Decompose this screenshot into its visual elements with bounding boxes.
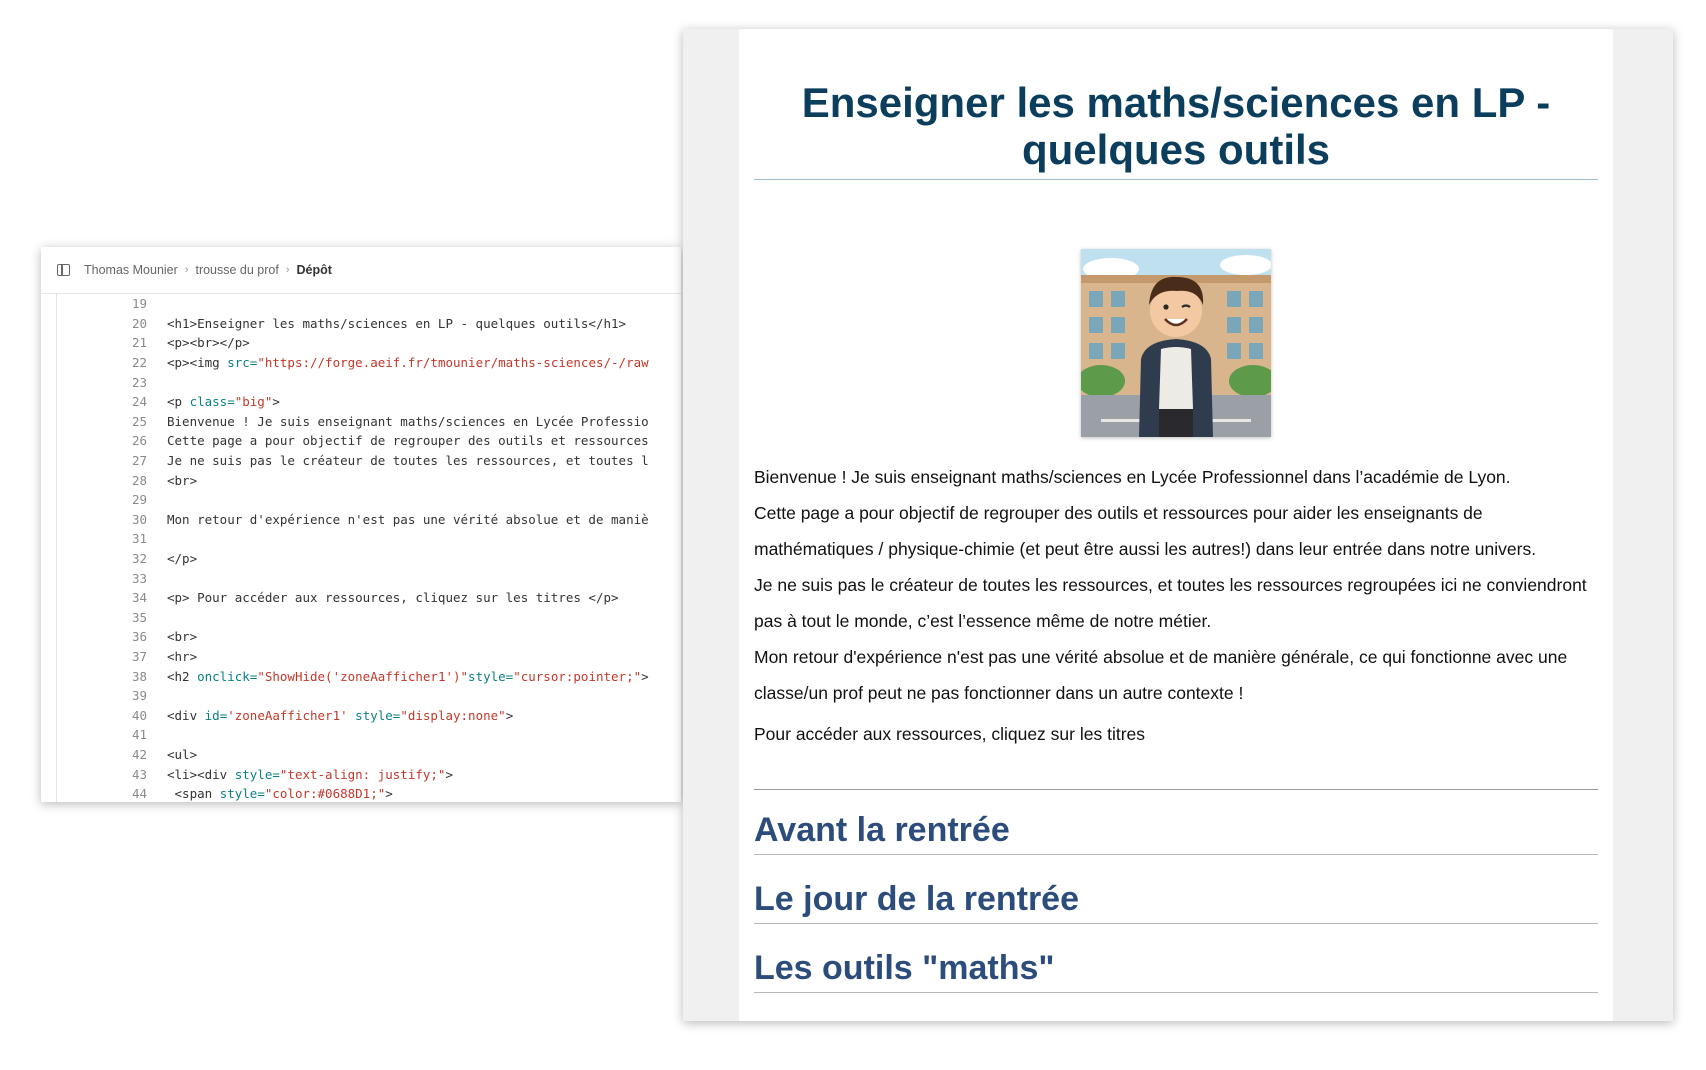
code-line[interactable] [41,412,681,432]
code-line[interactable] [41,745,681,765]
line-number[interactable]: 21 [131,335,147,351]
code-line[interactable] [41,549,681,569]
code-text [167,335,250,350]
code-token: "big" [234,394,273,410]
code-token: <p><img [167,355,228,371]
chevron-right-icon: › [184,264,189,276]
code-token: > [385,786,393,802]
code-token: style= [219,786,265,802]
code-line[interactable] [41,686,681,706]
code-token: "https://forge.aeif.fr/tmounier/maths-sciences/-/raw [257,355,649,371]
code-token: <br> [167,629,198,645]
line-number[interactable]: 31 [131,531,147,547]
code-token: style= [234,766,280,782]
intro-line-1: Bienvenue ! Je suis enseignant maths/sciences en Lycée Professionnel dans l’académie de Lyon. [754,467,1511,487]
code-view[interactable] [41,294,681,802]
line-number[interactable]: 42 [131,746,147,762]
line-number[interactable]: 22 [131,355,147,371]
code-text [167,669,649,684]
code-token: class= [189,394,235,410]
teacher-avatar-icon [1081,249,1271,437]
line-number[interactable]: 40 [131,707,147,723]
line-number[interactable]: 33 [131,570,147,586]
section-heading-jour-de-la-rentree[interactable]: Le jour de la rentrée [754,877,1598,924]
code-token: <h2 [167,668,198,684]
code-token: > [641,668,649,684]
code-token: "text-align: justify;" [279,766,446,782]
code-token: 'zoneAafficher1' [227,707,348,723]
code-token: </p> [167,551,198,567]
code-line[interactable] [41,705,681,725]
code-token: src= [227,355,258,371]
code-token: "color:#0688D1;" [264,786,386,802]
code-token: <p> Pour accéder aux ressources, cliquez sur les titres </p> [167,590,619,606]
code-token: Mon retour d'expérience n'est pas une vérité absolue et de maniè [167,511,649,527]
code-token: "display:none" [400,707,506,723]
code-line[interactable] [41,627,681,647]
intro-line-2: Cette page a pour objectif de regrouper des outils et ressources pour aider les enseignants de mathématiques / physique-chimie (et peut être aussi les autres!) dans leur entrée dans notre univers. [754,503,1537,559]
divider [754,789,1598,790]
code-line[interactable] [41,647,681,667]
line-number[interactable]: 32 [131,551,147,567]
code-token: <li><div [167,766,235,782]
code-text [167,433,649,448]
code-token: style= [355,707,401,723]
sidebar-toggle-icon[interactable] [57,264,70,276]
code-token: <span [167,786,220,802]
code-text [167,786,393,801]
line-number[interactable]: 43 [131,766,147,782]
code-token: <hr> [167,648,198,664]
section-heading-avant-la-rentree[interactable]: Avant la rentrée [754,808,1598,855]
line-number[interactable]: 35 [131,609,147,625]
code-line[interactable] [41,568,681,588]
intro-line-4: Mon retour d'expérience n'est pas une vérité absolue et de manière générale, ce qui fonctionne avec une classe/un prof peut ne pas fonctionner dans un autre contexte ! [754,647,1568,703]
code-text [167,747,197,762]
code-token: <p [167,394,190,410]
code-text [167,512,649,527]
line-number[interactable]: 27 [131,453,147,469]
code-token: <div [167,707,205,723]
line-number[interactable]: 26 [131,433,147,449]
access-instructions: Pour accéder aux ressources, cliquez sur les titres [754,724,1145,744]
code-line[interactable] [41,333,681,353]
code-text [167,649,197,664]
code-editor-panel [41,247,681,802]
code-token: Cette page a pour objectif de regrouper des outils et ressources [167,433,649,449]
code-text [167,767,453,782]
code-token: <ul> [167,746,198,762]
chevron-right-icon: › [285,264,290,276]
code-token: > [505,707,514,723]
code-text [167,355,649,370]
code-line[interactable] [41,353,681,373]
code-line[interactable] [41,294,681,314]
breadcrumb-project[interactable]: trousse du prof [195,263,279,277]
code-line[interactable] [41,451,681,471]
line-number[interactable]: 36 [131,629,147,645]
code-line[interactable] [41,608,681,628]
code-text [167,316,626,331]
line-number[interactable]: 34 [131,590,147,606]
code-text [167,414,649,429]
breadcrumb-owner[interactable]: Thomas Mounier [84,263,178,277]
code-line[interactable] [41,314,681,334]
code-line[interactable] [41,725,681,745]
line-number[interactable]: 37 [131,648,147,664]
code-line[interactable] [41,666,681,686]
code-token: Je ne suis pas le créateur de toutes les ressources, et toutes l [167,453,649,469]
line-number[interactable]: 39 [131,688,147,704]
code-token: > [445,766,453,782]
code-line[interactable] [41,784,681,802]
line-number[interactable]: 25 [131,413,147,429]
breadcrumb-current[interactable]: Dépôt [296,263,332,277]
code-line[interactable] [41,764,681,784]
code-line[interactable] [41,372,681,392]
code-token: <h1>Enseigner les maths/sciences en LP - quelques outils</h1> [167,315,627,331]
code-token: "ShowHide('zoneAafficher1')" [257,668,469,684]
line-number[interactable]: 24 [131,394,147,410]
breadcrumb [41,247,681,294]
line-number[interactable]: 20 [131,315,147,331]
line-number[interactable]: 41 [131,727,147,743]
page-content [739,29,1613,1021]
line-number[interactable]: 30 [131,511,147,527]
page-title: Enseigner les maths/sciences en LP - quelques outils [754,79,1598,180]
code-line[interactable] [41,431,681,451]
code-token: <p><br></p> [167,335,250,351]
code-line[interactable] [41,588,681,608]
line-number[interactable]: 29 [131,492,147,508]
intro-text [754,459,1598,711]
code-text [167,590,619,605]
code-text [167,708,513,723]
code-token: id= [204,707,228,723]
line-number[interactable]: 19 [131,296,147,312]
code-line[interactable] [41,510,681,530]
code-token: "cursor:pointer;" [513,668,642,684]
gutter-divider [56,294,57,802]
line-number[interactable]: 44 [131,786,147,802]
line-number[interactable]: 28 [131,472,147,488]
code-line[interactable] [41,529,681,549]
code-token: onclick= [197,668,258,684]
code-token: > [272,394,280,410]
section-heading-outils-maths[interactable]: Les outils "maths" [754,946,1598,993]
code-text [167,629,197,644]
rendered-page-window [683,29,1673,1021]
code-text [167,394,280,409]
code-line[interactable] [41,490,681,510]
code-text [167,453,649,468]
code-text [167,473,197,488]
code-token: style= [468,668,514,684]
line-number[interactable]: 23 [131,374,147,390]
code-line[interactable] [41,470,681,490]
intro-line-3: Je ne suis pas le créateur de toutes les ressources, et toutes les ressources regroupées ici ne conviendront pas à tout le monde, c’est l’essence même de notre métier. [754,575,1587,631]
code-token: Bienvenue ! Je suis enseignant maths/sciences en Lycée Professio [167,413,649,429]
code-text [167,551,197,566]
line-number[interactable]: 38 [131,668,147,684]
code-line[interactable] [41,392,681,412]
code-token: <br> [167,472,198,488]
